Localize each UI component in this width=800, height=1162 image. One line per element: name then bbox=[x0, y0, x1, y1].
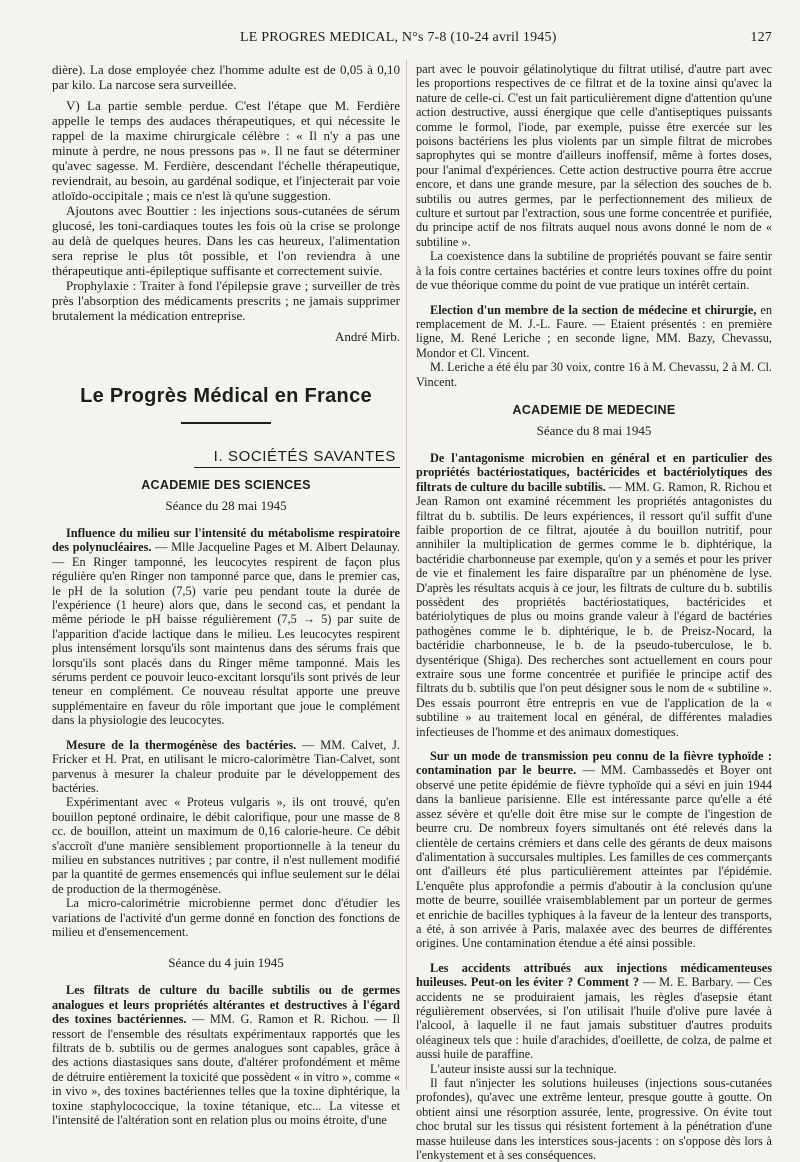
communication-body: — Mlle Jacqueline Pages et M. Albert Delaunay. — En Ringer tamponné, les leucocytes respirent de façon plus régulière qu'en Ringer non tamponné parce que, dans le premier cas, le pH de la solution (7,5) varie peu pendant toute la durée de l'expérience (1 heure) alors que, dans le second cas, et pendant la même période le pH baisse régulièrement (7,5 → 5) par suite de l'apparition d'acide lactique dans le milieu. Les leucocytes respirent plus intensément lorsqu'ils sont maintenus dans des sérums frais que lorsqu'ils sont placés dans du Ringer même tamponné. Mais les sérums perdent ce pouvoir leuco-excitant lorsqu'ils sont privés de leur teneur en complément. Ce nouveau résultat apporte une preuve supplémentaire en faveur du rôle important que joue le complément dans la physiologie des leucocytes. bbox=[52, 540, 400, 728]
left-column bbox=[52, 62, 400, 1127]
session-date: Séance du 28 mai 1945 bbox=[165, 498, 287, 513]
section-heading bbox=[52, 448, 400, 468]
communication-title: De l'antagonisme microbien en général et en particulier des propriétés bactériostatiques, bactéricides et bactériolytiques des filtrats de culture du bacille subtilis. bbox=[416, 450, 772, 494]
communication-title: Election d'un membre de la section de médecine et chirurgie, bbox=[430, 302, 757, 317]
page-number: 127 bbox=[750, 30, 772, 45]
masthead-title: Le Progrès Médical en France bbox=[80, 385, 372, 407]
communication-body: — M. E. Barbary. — Ces accidents ne se produiraient jamais, les règles d'asepsie étant régulièrement observées, si l'on utilisait l'huile d'olive pure lavée à l'alcool, à laquelle il ne faut jamais substituer d'autres produits oléagineux tels que : huile d'arachides, d'oeillette, de colza, de palme et aussi huile de paraffine. bbox=[416, 975, 772, 1062]
journal-title: LE PROGRES MEDICAL, N°s 7-8 (10-24 avril 1945) bbox=[240, 30, 557, 45]
author-signature: André Mirb. bbox=[335, 329, 400, 344]
article-end bbox=[52, 62, 400, 345]
communication-body: — MM. Cambassedès et Boyer ont observé une petite épidémie de fièvre typhoïde qui a sévi en juin 1944 dans la banlieue parisienne. Elle est intéressante parce qu'elle a été assez sévère et qu'elle doit être mise sur le compte de l'ingestion de beurre cru. De nombreux foyers simultanés ont été relevés dans la clientèle de certains crémiers et dans celle des gérants de deux maisons d'alimentation à succursales multiples. Les familles de ces commerçants ont d'ailleurs été plus particulièrement atteintes par l'épidémie. L'enquête plus approfondie a permis d'aboutir à la conclusion qu'une motte de beurre, souillée vraisemblablement par un porteur de germes et enrichie de bacilles typhiques à la faveur de la lenteur des transports, a été, à son arrivée à Paris, malaxée avec des beurres de différentes origines. Une contamination étendue a été ainsi possible. bbox=[416, 763, 772, 951]
communication bbox=[52, 526, 400, 728]
paragraph: Prophylaxie : Traiter à fond l'épilepsie grave ; surveiller de très près l'absorption des médicaments prescrits ; ne jamais supprimer brutalement la médication entreprise. bbox=[52, 278, 400, 323]
paragraph: M. Leriche a été élu par 30 voix, contre 16 à M. Chevassu, 2 à M. Cl. Vincent. bbox=[416, 360, 772, 389]
running-header bbox=[60, 30, 772, 52]
communication bbox=[52, 983, 400, 1127]
column-divider bbox=[406, 60, 407, 1090]
communication-title: Les accidents attribués aux injections médicamenteuses huileuses. Peut-on les éviter ? Comment ? bbox=[416, 960, 772, 990]
paragraph: L'auteur insiste aussi sur la technique. bbox=[430, 1061, 617, 1076]
paragraph: Il faut n'injecter les solutions huileuses (injections sous-cutanées profondes), qu'avec une extrême lenteur, presque goutte à goutte. On obtient ainsi une résorption assurée, lente, progressive. On évite tout choc brutal sur les tissus qui résistent fortement à la pénétration d'une masse huileuse dans les interstices sous-jacents : on s'oppose dès lors à l'enkystement et à ses conséquences. bbox=[416, 1076, 772, 1162]
right-column bbox=[416, 62, 772, 1162]
communication bbox=[416, 451, 772, 739]
communication-title: Sur un mode de transmission peu connu de la fièvre typhoïde : contamination par le beurre. bbox=[416, 749, 772, 778]
paragraph: Ajoutons avec Bouttier : les injections sous-cutanées de sérum glucosé, les toni-cardiaques toutes les fois où la crise se prolonge au delà de quelques heures. Dans les cas heureux, l'alimentation sera reprise le plus tôt possible, et l'on reviendra à une thérapeutique anti-épileptique suffisante et correctement suivie. bbox=[52, 203, 400, 278]
communication bbox=[416, 749, 772, 951]
communication bbox=[416, 303, 772, 361]
masthead-rule bbox=[181, 422, 271, 424]
paragraph: dière). La dose employée chez l'homme adulte est de 0,05 à 0,10 par kilo. La narcose sera surveillée. bbox=[52, 62, 400, 92]
session-date: Séance du 8 mai 1945 bbox=[536, 422, 652, 438]
communication-title: Mesure de la thermogénèse des bactéries. bbox=[66, 737, 297, 752]
paragraph: V) La partie semble perdue. C'est l'étape que M. Ferdière appelle le temps des audaces thérapeutiques, et qui nécessite le rappel de la maxime chirurgicale célèbre : « Il n'y a pas une minute à perdre, ne nous pressons pas ». Il ne faut se déterminer qu'avec sagesse. M. Ferdière, descendant l'échelle thérapeutique, reviendrait, au besoin, au gardénal sodique, et l'injecterait par voie atloïdo-occipitale ; mais ce n'est là qu'une suggestion. bbox=[52, 98, 400, 203]
paragraph: La micro-calorimétrie microbienne permet donc d'étudier les variations de l'activité d'un germe donné en fonction des fonctions de milieu et d'ensemencement. bbox=[52, 896, 400, 939]
paragraph: La coexistence dans la subtiline de propriétés pouvant se faire sentir à la fois contre certaines bactéries et contre leurs toxines offre du point de vue théorique comme du point de vue pratique un intérêt certain. bbox=[416, 249, 772, 293]
academy-heading: ACADEMIE DE MEDECINE bbox=[512, 402, 676, 417]
paragraph: Expérimentant avec « Proteus vulgaris », ils ont trouvé, qu'en bouillon peptoné ordinaire, le débit calorifique, pour une masse de 8 cc. de bouillon, atteint un maximum de 0,16 calorie-heure. Ce débit s'accroît d'une manière sensiblement proportionnelle à la teneur du milieu en substances nutritives ; par contre, il n'est nullement modifié par la quantité de germes ensemencés qui influe seulement sur le délai de production de la thermogénèse. bbox=[52, 795, 400, 896]
communication-body: — MM. Calvet, J. Fricker et H. Prat, en utilisant le micro-calorimètre Tian-Calvet, sont parvenus à mesurer la chaleur produite par le développement des bactéries. bbox=[52, 737, 400, 795]
academy-heading: ACADEMIE DES SCIENCES bbox=[141, 478, 311, 492]
communication-body: — MM. G. Ramon, R. Richou et Jean Ramon ont examiné récemment les propriétés antagonistes du filtrat du b. subtilis. De leurs expériences, il ressort qu'il suffit d'une faible proportion de ce filtrat, ajoutée à du bouillon nutritif, pour annihiler la multiplication de germes comme le b. diphtérique, la bactéridie charbonneuse par exemple, qu'on y a semés et pour les priver de vie et finalement les faire disparaître par un phénomène de lyse. D'après les résultats acquis à ce jour, les filtrats de culture du b. subtilis possèdent des propriétés bactériostatiques, bactéricides et batériolytiques de plus ou moins grande valeur à l'égard de bactéries pathogènes comme le b. diphtérique, le b. de Preisz-Nocard, la bactéridie charbonneuse, le b. de la pseudo-tuberculose, le b. dysentérique (Shiga). Des recherches sont actuellement en cours pour extraire sous une forme concentrée et purifiée le principe actif des filtrats du b. subtilis que l'on peut désigner sous le nom de « subtiline ». Des essais pourront être entrepris en vue de l'application de la « subtiline » au traitement local en général, de différentes maladies infectieuses de l'homme et des animaux domestiques. bbox=[416, 479, 772, 739]
paragraph: part avec le pouvoir gélatinolytique du filtrat utilisé, d'autre part avec les proportions respectives de ce filtrat et de la toxine ainsi qu'avec la nature de celle-ci. C'est un fait particulièrement digne d'attention qu'une action destructive, aussi énergique que celle d'antiseptiques puissants comme le formol, l'iode, par exemple, puisse être exercée sur les poisons bactériens les plus violents par un simple filtrat de microbes saprophytes qui se montre d'ailleurs inoffensif, même à fortes doses, pour l'animal d'expériences. Cette action destructive pourra être accrue encore, et dans une grande mesure, par la sélection des souches de b. subtilis ou autres germes, par le perfectionnement des milieux de culture et surtout par l'extraction, sous une forme concentrée et purifiée, du principe actif de nos filtrats auquel nous avons donné le nom de « subtiline ». bbox=[416, 62, 772, 249]
section-label: I. SOCIÉTÉS SAVANTES bbox=[194, 448, 400, 468]
communication-title: Influence du milieu sur l'intensité du métabolisme respiratoire des polynucléaires. bbox=[52, 526, 400, 555]
communication bbox=[52, 738, 400, 796]
communication-body: en remplacement de M. J.-L. Faure. — Etaient présentés : en première ligne, M. René Leriche ; en seconde ligne, MM. Bazy, Chevassu, Mondor et Cl. Vincent. bbox=[416, 302, 772, 360]
communication bbox=[416, 961, 772, 1062]
communication-title: Les filtrats de culture du bacille subtilis ou de germes analogues et leurs propriétés altérantes et destructives à l'égard des toxines bactériennes. bbox=[52, 983, 400, 1027]
communication-body: — MM. G. Ramon et R. Richou. — Il ressort de l'ensemble des résultats expérimentaux rapportés que les filtrats de b. subtilis ou de germes analogues sont capables, grâce à des actions diastasiques sans doute, d'altérer profondément et même de détruire entièrement la toxicité que possèdent « in vitro », comme « in vivo », des toxines bactériennes telles que la toxine diphtérique, la toxine staphylococcique, la toxine tétanique, etc... La vitesse et l'intensité de l'altération sont en relation plus ou moins étroite, d'une bbox=[52, 1012, 400, 1128]
session-date: Séance du 4 juin 1945 bbox=[168, 955, 284, 971]
